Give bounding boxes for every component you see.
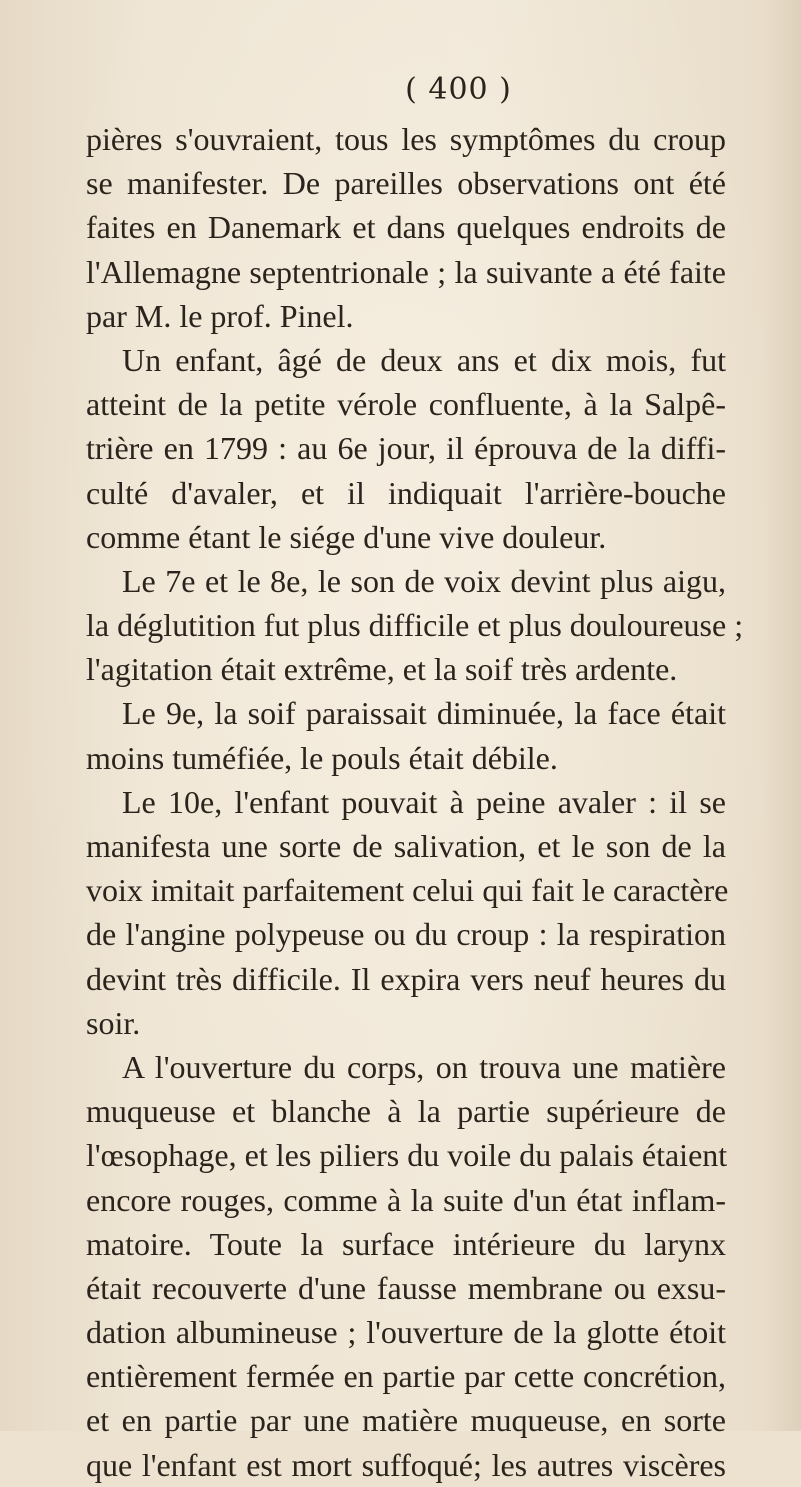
text-line: manifesta une sorte de salivation, et le son de la bbox=[86, 828, 726, 864]
text-line: comme étant le siége d'une vive douleur. bbox=[86, 518, 607, 555]
text-line: atteint de la petite vérole confluente, à la Salpê- bbox=[86, 386, 726, 423]
text-line: muqueuse et blanche à la partie supérieure de bbox=[86, 1093, 726, 1130]
text-line: dation albumineuse ; l'ouverture de la glotte étoit bbox=[86, 1314, 726, 1351]
text-line: et en partie par une matière muqueuse, en sorte bbox=[86, 1402, 726, 1439]
text-line: l'œsophage, et les piliers du voile du palais étaient bbox=[86, 1137, 728, 1174]
text-line: Le 9e, la soif paraissait diminuée, la face était bbox=[122, 695, 726, 732]
text-line: l'agitation était extrême, et la soif très ardente. bbox=[86, 651, 678, 688]
body-text bbox=[86, 117, 744, 1487]
text-line: encore rouges, comme à la suite d'un état inflam- bbox=[86, 1181, 726, 1218]
text-line: se manifester. De pareilles observations ont été bbox=[86, 165, 726, 202]
text-line: Le 7e et le 8e, le son de voix devint plus aigu, bbox=[122, 562, 726, 599]
text-line: entièrement fermée en partie par cette concrétion, bbox=[86, 1358, 726, 1395]
text-line: moins tuméfiée, le pouls était débile. bbox=[86, 739, 558, 776]
text-line: Un enfant, âgé de deux ans et dix mois, fut bbox=[122, 341, 726, 378]
text-line: A l'ouverture du corps, on trouva une matière bbox=[122, 1048, 726, 1085]
text-line: l'Allemagne septentrionale ; la suivante a été faite bbox=[86, 253, 726, 290]
text-line: voix imitait parfaitement celui qui fait le caractère bbox=[86, 872, 729, 909]
text-line: culté d'avaler, et il indiquait l'arrière-bouche bbox=[86, 474, 726, 511]
text-line: soir. bbox=[86, 1004, 141, 1041]
page-header bbox=[0, 72, 801, 107]
text-line: était recouverte d'une fausse membrane ou exsu- bbox=[86, 1269, 726, 1306]
page-number: ( 400 ) bbox=[405, 72, 512, 107]
text-line: pières s'ouvraient, tous les symptômes du croup bbox=[86, 121, 726, 157]
text-line: devint très difficile. Il expira vers neuf heures du bbox=[86, 960, 726, 997]
text-line: Le 10e, l'enfant pouvait à peine avaler : il se bbox=[122, 783, 726, 820]
text-line: par M. le prof. Pinel. bbox=[86, 297, 354, 334]
text-line: matoire. Toute la surface intérieure du larynx bbox=[86, 1225, 726, 1262]
text-line: que l'enfant est mort suffoqué; les autres viscères bbox=[86, 1446, 726, 1483]
text-line: trière en 1799 : au 6e jour, il éprouva de la diffi- bbox=[86, 430, 726, 467]
page-edge-shadow bbox=[761, 0, 801, 1431]
text-line: la déglutition fut plus difficile et plus douloureuse ; bbox=[86, 607, 744, 644]
text-line: faites en Danemark et dans quelques endroits de bbox=[86, 209, 726, 246]
text-line: de l'angine polypeuse ou du croup : la respiration bbox=[86, 916, 726, 953]
